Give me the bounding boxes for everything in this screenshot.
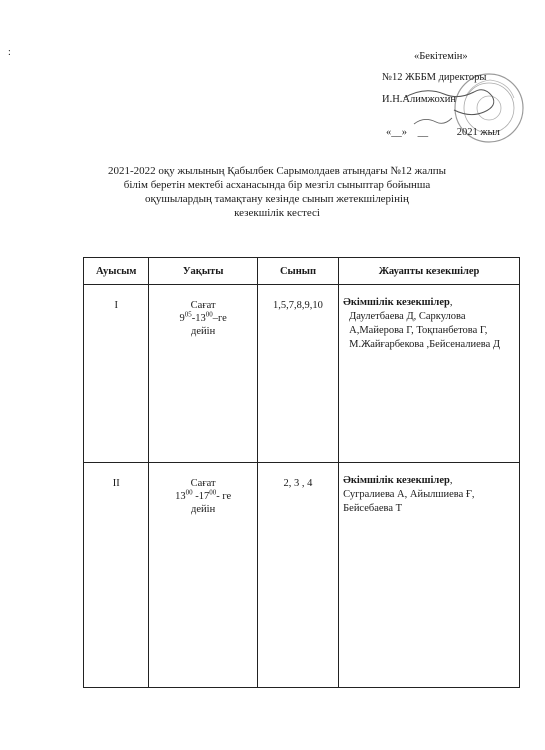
time-prefix: Сағат bbox=[190, 478, 216, 489]
time-range: $13^{00}$ $-17^{00}-$ ге bbox=[175, 488, 232, 502]
duty-heading: Әкімшілік кезекшілер bbox=[343, 475, 450, 486]
header-class: Сынып bbox=[257, 258, 338, 285]
title-line-1: 2021-2022 оқу жылының Қабылбек Сарымолдаев атындағы №12 жалпы bbox=[107, 165, 447, 177]
page-mark: : bbox=[8, 47, 11, 58]
shift-cell: I bbox=[84, 285, 149, 463]
table-row bbox=[84, 463, 520, 688]
title-line-4: кезекшілік кестесі bbox=[234, 207, 320, 219]
title-line-3: оқушылардың тамақтану кезінде сынып жетекшілерінің bbox=[145, 193, 409, 205]
title-line-2: білім беретін мектебі асханасында бір мезгіл сыныптар бойынша bbox=[123, 179, 431, 191]
duty-cell: Әкімшілік кезекшілер, Даулетбаева Д, Саркулова А,Майерова Г, Тоқпанбетова Г, М.Жайғарбекова ,Бейсеналиева Д bbox=[339, 285, 520, 463]
time-cell bbox=[149, 463, 257, 688]
class-cell: 1,5,7,8,9,10 bbox=[257, 285, 338, 463]
approval-date bbox=[386, 128, 500, 139]
table-header-row bbox=[84, 258, 520, 285]
time-prefix: Сағат bbox=[190, 300, 216, 311]
time-until: дейін bbox=[191, 326, 216, 337]
approval-month: __ bbox=[417, 127, 429, 138]
approval-signer: И.Н.Алимжохин bbox=[382, 94, 456, 105]
header-time: Уақыты bbox=[149, 258, 257, 285]
class-cell: 2, 3 , 4 bbox=[257, 463, 338, 688]
time-range: $9^{05}-13^{00}-ге$ bbox=[179, 310, 227, 324]
duty-cell: Әкімшілік кезекшілер, Сугралиева А, Айылшиева Ғ, Бейсебаева Т bbox=[339, 463, 520, 688]
duty-heading: Әкімшілік кезекшілер bbox=[343, 297, 450, 308]
header-duty: Жауапты кезекшілер bbox=[339, 258, 520, 285]
duty-schedule-table bbox=[83, 257, 520, 688]
approval-year: 2021 жыл bbox=[456, 127, 500, 138]
approval-day: «__» bbox=[386, 127, 407, 138]
shift-cell: II bbox=[84, 463, 149, 688]
header-shift: Ауысым bbox=[84, 258, 149, 285]
table-row bbox=[84, 285, 520, 463]
approval-position: №12 ЖББМ директоры bbox=[382, 72, 487, 83]
time-cell bbox=[149, 285, 257, 463]
document-title bbox=[92, 164, 462, 220]
approval-title: «Бекітемін» bbox=[414, 51, 468, 62]
duty-names: Даулетбаева Д, Саркулова А,Майерова Г, Тоқпанбетова Г, М.Жайғарбекова ,Бейсеналиева Д bbox=[349, 311, 501, 350]
time-until: дейін bbox=[191, 504, 216, 515]
duty-names: Сугралиева А, Айылшиева Ғ, Бейсебаева Т bbox=[343, 489, 475, 514]
